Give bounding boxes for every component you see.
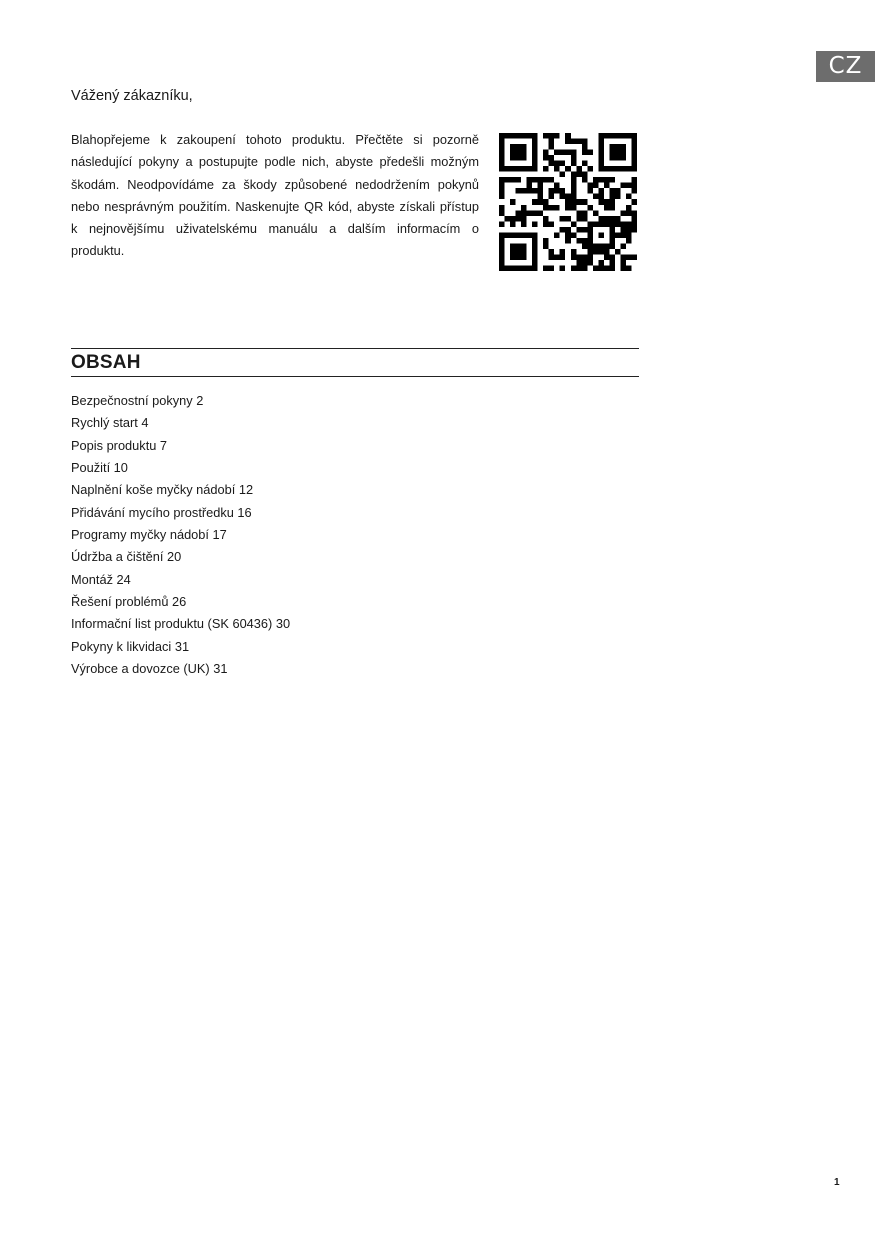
toc-item[interactable]: Informační list produktu (SK 60436) 30 bbox=[71, 616, 291, 632]
toc-item[interactable]: Řešení problémů 26 bbox=[71, 594, 187, 610]
toc-item[interactable]: Popis produktu 7 bbox=[71, 437, 168, 453]
toc-item[interactable]: Údržba a čištění 20 bbox=[71, 549, 182, 565]
toc-item[interactable]: Bezpečnostní pokyny 2 bbox=[71, 393, 204, 408]
table-of-contents bbox=[71, 390, 290, 680]
toc-rule-top bbox=[71, 348, 639, 349]
toc-item[interactable]: Přidávání mycího prostředku 16 bbox=[71, 504, 252, 520]
toc-item[interactable]: Naplnění koše myčky nádobí 12 bbox=[71, 482, 254, 498]
toc-item[interactable]: Montáž 24 bbox=[71, 571, 131, 587]
toc-item[interactable]: Výrobce a dovozce (UK) 31 bbox=[71, 661, 228, 677]
toc-item[interactable]: Rychlý start 4 bbox=[71, 415, 149, 431]
intro-paragraph: Blahopřejeme k zakoupení tohoto produktu. Přečtěte si pozorně následující pokyny a postupujte podle nich, abyste předešli možným škodám. Neodpovídáme za škody způsobené nedodržením pokynů nebo nesprávným použitím. Naskenujte QR kód, abyste získali přístup k nejnovějšímu uživatelskému manuálu a dalším informacím o produktu. bbox=[71, 132, 479, 259]
page-number: 1 bbox=[834, 1177, 840, 1188]
language-tab: CZ bbox=[816, 51, 875, 82]
toc-title: OBSAH bbox=[71, 352, 141, 373]
toc-item[interactable]: Použití 10 bbox=[71, 460, 128, 476]
greeting: Vážený zákazníku, bbox=[71, 88, 193, 104]
toc-item[interactable]: Programy myčky nádobí 17 bbox=[71, 527, 227, 543]
qr-code-icon bbox=[499, 133, 637, 271]
toc-item[interactable]: Pokyny k likvidaci 31 bbox=[71, 638, 190, 654]
toc-rule-bottom bbox=[71, 376, 639, 377]
